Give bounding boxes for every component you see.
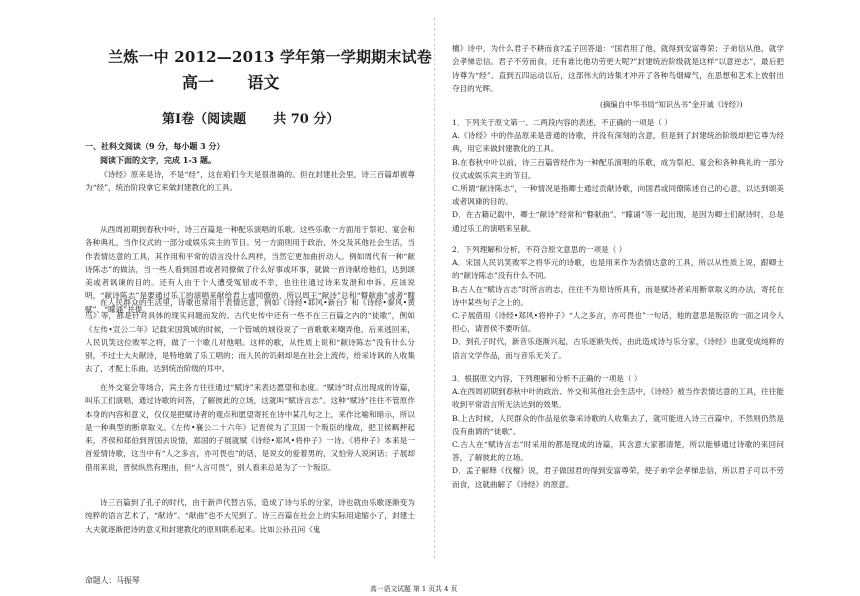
passage-source: (摘编自中华书局“知识丛书”金开诚《诗经》) (600, 100, 743, 109)
column-divider (434, 18, 435, 558)
question-3 (452, 372, 784, 491)
passage-paragraph: 《诗经》原来是诗，不是“经”，这在咱们今天是很准确的。但在封建社会里，诗三百篇却被尊为“经”，统治阶段拿它来做封建教化的工具。 (85, 170, 415, 193)
option-d: D．孟子解释《伐檀》说，君子做国君的得到安富尊荣，使子弟学会孝悌忠信，所以君子可以不劳而食，这就曲解了《诗经》的原意。 (452, 466, 784, 489)
passage-paragraph: 在外交宴会等场合，宾主各方往往通过“赋诗”来表达愿望和态度。“赋诗”时点出现成的诗篇，叫乐工们演唱，通过诗歌的问答，了解彼此的立场，这就叫“赋诗言志”。这种“赋诗”往往不管原作本身的内容和意义，仅仅是把赋诗者的观点和愿望寄托在诗中某几句之上，来作比喻和暗示，所以是一种典型的断章取义。《左传•襄公二十六年》记晋侯为了卫国一个叛臣的缘故，把卫侯羁押起来，齐侯和郑伯到晋国去说情，郑国的子展就赋《诗经•郑风•将仲子》一诗。《将仲子》本来是一首爱情诗歌，这当中有“人之多言，亦可畏也”的话，是说女的爱着男的，又怕旁人说闲话；子展却借用来说，晋侯纵然有理由，但“人言可畏”，别人看来总是为了一个叛臣。 (85, 383, 415, 472)
option-a: A．宋国人民讥笑败军之将华元的诗歌，也是用来作为表情达意的工具，所以从性质上说，跟卿士的“献诗陈志”没有什么不同。 (452, 258, 784, 281)
exam-subtitle: 高一 语文 (182, 73, 280, 92)
passage-continuation: 檀》诗中，为什么君子不耕而食?孟子回答道：“国君用了他，就得到安富尊荣；子弟信从他，就学会孝悌忠信。君子不劳而食，还有谁比他功劳更大呢?”封建统治阶级就是这样“以意逆志”，最后把诗尊为“经”。直到五四运动以后，这部伟大的诗集才冲开了各种鸟烟瘴气，在思想和艺术上放射出夺目的光辉。 (452, 44, 784, 93)
question-stem: 3．根据原文内容，下列理解和分析不正确的一项是（ ） (452, 374, 642, 383)
exam-title: 兰炼一中 2012—2013 学年第一学期期末试卷 (108, 48, 432, 66)
option-d: D．到孔子时代，新音乐逐渐兴起，古乐逐渐失传，由此造成诗与乐分家，《诗经》也就变成纯粹的语言文学作品，而与音乐无关了。 (452, 337, 784, 360)
author-line: 命题人：马振琴 (85, 576, 140, 585)
section-instruction: 阅读下面的文字，完成 1-3 题。 (100, 155, 217, 165)
part-heading: 第Ⅰ卷（阅读题 共 70 分） (162, 112, 340, 127)
passage-paragraph: 诗三百篇到了孔子的时代，由于新声代替古乐，造成了诗与乐的分家，诗也就由乐歌逐渐变为纯粹的语言艺术了，“献诗”、“献曲”也不大见到了。诗三百篇在社会上的实际用途缩小了，封建士大夫就逐渐把诗的意义和封建教化的原则联系起来。比如公孙丑问《鬼 (85, 498, 415, 534)
question-1 (452, 116, 784, 235)
option-c: C.所谓“献诗陈志”，一种情况是指卿士通过贡献诗歌，向国君或同僚陈述自己的心意，以达到颂美或者讽谏的目的。 (452, 184, 784, 207)
question-2 (452, 243, 784, 362)
section-heading: 一、社科文阅读（9 分，每小题 3 分） (85, 141, 225, 151)
option-c: C.子展借用《诗经•郑风•将仲子》“人之多言，亦可畏也”一句话，他的意思是叛臣的一面之词令人担心，请晋侯不要听信。 (452, 311, 784, 334)
passage-paragraph: 从西周初期到春秋中叶，诗三百篇是一种配乐演唱的乐歌。这些乐歌一方面用于祭祀、宴会和各种典礼，当作仪式的一部分或娱乐宾主的节目。另一方面则用于政治、外交及其他社会生活，当作表情达意的工具，其作用和平常的语言没什么两样，当然它更加曲折动人。例如周代有一种“献诗陈志”的做法，当一些人看到国君或者同僚做了什么好事或坏事，就做一首诗献给他们，达到颂美或者讽谏的目的。还有人由于个人遭受冤屈或不幸，也往往通过诗来发泄和申诉。应该说明，“献诗陈志”是要通过乐工的演唱来献给君上或同僚的，所以周王“献诗”总和“瞽献曲”或者“瞍赋”、“矇诵”并提。 (85, 225, 415, 314)
page-number: 高一语文试题 第 1 页共 4 页 (370, 585, 458, 593)
option-a: A.在西周初期到春秋中叶的政治、外交和其他社会生活中，《诗经》被当作表情达意的工具，往往能收到平常语言所无法达到的效果。 (452, 387, 784, 410)
option-b: B.古人在“赋诗言志”时所言的志，往往不为原诗所具有，而是赋诗者采用断章取义的办法，寄托在诗中某些句子之上的。 (452, 284, 784, 307)
option-c: C.古人在“赋诗言志”时采用的都是现成的诗篇，其含意大家都清楚，所以能够通过诗歌的来回问答，了解彼此的立场。 (452, 440, 784, 463)
option-d: D．在古籍记载中，卿士“献诗”经常和“瞽献曲”、“矇诵”等一起出现，是因为卿士们献诗时，总是通过乐工的演唱来呈献。 (452, 210, 784, 233)
passage-paragraph: 在人民群众的生活里，诗歌也常用于表情达意，例如《诗经•邶风•新台》和《诗经•秦风•黄鸟》等，都是针对具体的现实问题而发的。古代史传中还有一些不在三百篇之内的“徒歌”，例如《左传•宣公二年》记载宋国筑城的时候，一个管城的城役说了一首歌歌来嘲弄他，后来逃回来，人民讥笑这位败军之将，做了一个歌儿对他唱。这样的歌，从性质上说和“献诗陈志”没有什么分别，不过士大夫献诗，是特地做了乐工唱的；而人民的讥刺却是在社会上流传，给采诗讽的人收集去了，才配上乐曲，达到统治阶级的耳中。 (85, 298, 415, 374)
question-stem: 2．下列理解和分析，不符合原文意思的一项是（ ） (452, 245, 627, 254)
option-a: A.《诗经》中的作品原来是普通的诗歌，并没有深刻的含意，但是到了封建统治阶级却把它尊为经典，用它来做封建教化的工具。 (452, 131, 784, 154)
option-b: B.上古时候，人民群众的作品是依靠采诗歌的人收集去了，就可能进入诗三百篇中，不然则仍然是没有曲调的“徒歌”。 (452, 413, 784, 436)
option-b: B.在春秋中叶以前，诗三百篇曾经作为一种配乐演唱的乐歌，成为祭祀、宴会和各种典礼的一部分仪式或娱乐宾主的节目。 (452, 157, 784, 180)
question-stem: 1．下列关于原文第一、二两段内容的表述，不正确的一项是（ ） (452, 118, 672, 127)
